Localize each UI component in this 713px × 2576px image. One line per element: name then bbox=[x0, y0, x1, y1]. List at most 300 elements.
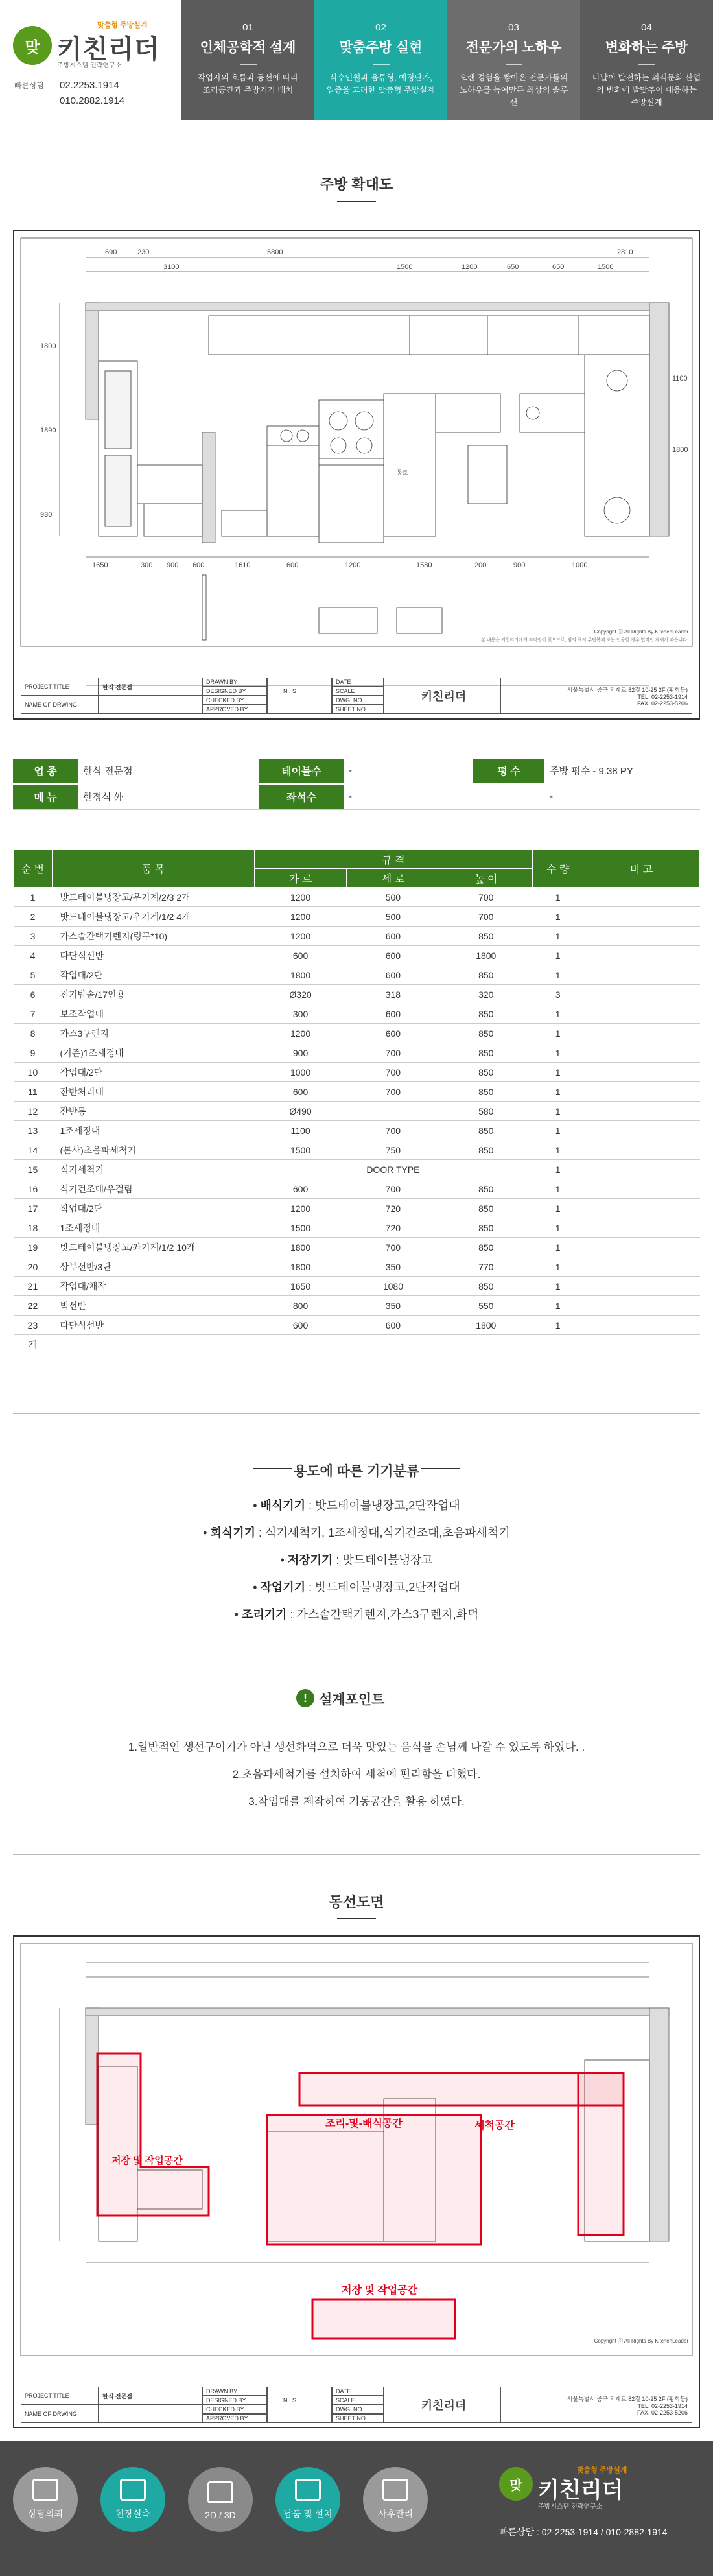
table-row bbox=[14, 1335, 700, 1354]
footer-button-3[interactable] bbox=[188, 2467, 253, 2532]
cell-note bbox=[583, 1257, 700, 1277]
dimension-bottom: 1000 bbox=[572, 561, 588, 569]
cell-no: 17 bbox=[14, 1199, 53, 1218]
feature-title: 전문가의 노하우 bbox=[465, 40, 562, 55]
footer-logo-sub: 주방시스템 전략연구소 bbox=[538, 2503, 603, 2511]
tb-dwg-no: DWG. NO bbox=[332, 2405, 384, 2414]
cell-qty: 1 bbox=[533, 1238, 583, 1257]
logo-text: 키친리더 bbox=[57, 35, 160, 64]
cell-note bbox=[583, 1140, 700, 1160]
cell-item: 잔반처리대 bbox=[52, 1082, 254, 1102]
feature-title: 인체공학적 설계 bbox=[200, 40, 296, 55]
cell-item: 다단식선반 bbox=[52, 1316, 254, 1335]
cell-h bbox=[439, 1335, 533, 1354]
dimension-top: 690 bbox=[105, 248, 117, 256]
cell-w bbox=[254, 1160, 347, 1179]
usage-label: 배식기기 bbox=[260, 1499, 306, 1512]
cell-item: (본사)초음파세척기 bbox=[52, 1140, 254, 1160]
tb-checked-by: CHECKED BY bbox=[202, 2405, 267, 2414]
info-area: 주방 평수 - 9.38 PY bbox=[550, 766, 633, 777]
tb-drawn-by: DRAWN BY bbox=[202, 678, 267, 687]
cell-no: 23 bbox=[14, 1316, 53, 1335]
table-row bbox=[14, 927, 700, 946]
cell-h: 850 bbox=[439, 927, 533, 946]
usage-items: 밧드테이블냉장고 bbox=[342, 1554, 433, 1566]
service-icon bbox=[32, 2479, 58, 2501]
footer-button-2[interactable] bbox=[100, 2467, 165, 2532]
cell-no: 20 bbox=[14, 1257, 53, 1277]
table-row bbox=[14, 1043, 700, 1063]
header-feature-3 bbox=[447, 0, 580, 120]
cell-note bbox=[583, 1179, 700, 1199]
usage-colon: : bbox=[255, 1526, 266, 1539]
info-divider-bottom bbox=[13, 809, 700, 810]
cell-d bbox=[347, 1102, 439, 1121]
cell-item: 밧드테이블냉장고/좌기계/1/2 10개 bbox=[52, 1238, 254, 1257]
cell-no: 5 bbox=[14, 965, 53, 985]
tb-checked-by: CHECKED BY bbox=[202, 696, 267, 705]
cell-h: 850 bbox=[439, 1024, 533, 1043]
cell-w: 600 bbox=[254, 946, 347, 965]
table-row bbox=[14, 946, 700, 965]
table-row bbox=[14, 907, 700, 927]
tb-designed-by: DESIGNED BY bbox=[202, 687, 267, 696]
cell-w: 1200 bbox=[254, 1199, 347, 1218]
feature-desc: 작업자의 흐름과 동선에 따라 조리공간과 주방기기 배치 bbox=[197, 73, 299, 95]
tb-blank bbox=[267, 678, 332, 714]
phone-contact bbox=[14, 78, 183, 109]
phone-number-1[interactable]: 02.2253.1914 bbox=[60, 80, 119, 91]
footer-button-5[interactable] bbox=[363, 2467, 428, 2532]
cell-d: 600 bbox=[347, 927, 439, 946]
service-icon bbox=[382, 2479, 408, 2501]
feature-desc: 나날이 발전하는 외식문화 산업의 변화에 발맞추어 대응하는 주방설계 bbox=[592, 73, 701, 107]
info-tables-label: 테이블수 bbox=[259, 759, 344, 783]
brand-logo[interactable] bbox=[13, 19, 181, 71]
cell-item: (기존)1조세정대 bbox=[52, 1043, 254, 1063]
section-divider bbox=[13, 1413, 700, 1414]
usage-title-line-right bbox=[421, 1468, 460, 1469]
tb-drawing-name-label: NAME OF DRWING bbox=[21, 2405, 99, 2423]
table-row bbox=[14, 1199, 700, 1218]
cell-item: 1조세정대 bbox=[52, 1121, 254, 1140]
header-feature-2 bbox=[314, 0, 447, 120]
feature-divider bbox=[240, 64, 257, 65]
cell-qty: 1 bbox=[533, 1160, 583, 1179]
cell-no: 21 bbox=[14, 1277, 53, 1296]
cell-w: 800 bbox=[254, 1296, 347, 1316]
cell-h: 770 bbox=[439, 1257, 533, 1277]
zone-storage-work-left: 저장 및 작업공간 bbox=[111, 2155, 183, 2166]
cell-d: 350 bbox=[347, 1296, 439, 1316]
dimension-bottom: 900 bbox=[167, 561, 179, 569]
footer-tagline: 맞춤형 주방설계 bbox=[577, 2466, 627, 2474]
tb-drawn-by: DRAWN BY bbox=[202, 2387, 267, 2396]
cell-w: 600 bbox=[254, 1179, 347, 1199]
cell-note bbox=[583, 1082, 700, 1102]
table-row bbox=[14, 1296, 700, 1316]
info-area-label: 평 수 bbox=[473, 759, 544, 783]
drawing-copyright-note: 본 내용은 키친리더에게 저작권이 있으므로, 임의 표의 무단복제 또는 인용할 경우 법적인 제재가 따릅니다. bbox=[481, 638, 688, 643]
cell-no: 3 bbox=[14, 927, 53, 946]
footer-button-label: 납품 및 설치 bbox=[283, 2509, 333, 2519]
info-empty-label bbox=[473, 785, 544, 809]
cell-item: 다단식선반 bbox=[52, 946, 254, 965]
cell-d: 500 bbox=[347, 888, 439, 907]
dimension-left: 1890 bbox=[40, 427, 56, 434]
tb-approved-by: APPROVED BY bbox=[202, 705, 267, 714]
table-row bbox=[14, 1082, 700, 1102]
phone-label: 빠른상담 bbox=[14, 81, 45, 90]
cell-h: 1800 bbox=[439, 946, 533, 965]
cell-qty: 1 bbox=[533, 1199, 583, 1218]
dimension-bottom: 1580 bbox=[416, 561, 432, 569]
dimension-bottom: 900 bbox=[513, 561, 526, 569]
cell-qty: 1 bbox=[533, 1063, 583, 1082]
dimension-top: 230 bbox=[137, 248, 150, 256]
cell-d: 700 bbox=[347, 1043, 439, 1063]
usage-items: 가스솥간택기렌지,가스3구렌지,화덕 bbox=[296, 1608, 479, 1621]
footer-logo-text: 키친리더 bbox=[538, 2478, 624, 2503]
tb-sheet-no: SHEET NO bbox=[332, 705, 384, 714]
cell-h: 850 bbox=[439, 1218, 533, 1238]
cell-d: 600 bbox=[347, 965, 439, 985]
cell-note bbox=[583, 907, 700, 927]
flow-floor-plan bbox=[14, 1937, 699, 2427]
logo-mark-icon: 맞 bbox=[13, 26, 52, 65]
feature-desc: 식수인원과 음류형, 예정단가, 업종을 고려한 맞춤형 주방설계 bbox=[326, 73, 436, 95]
cell-no: 2 bbox=[14, 907, 53, 927]
cell-note bbox=[583, 1335, 700, 1354]
info-tables: - bbox=[349, 765, 352, 776]
tb-address: 서울특별시 중구 퇴계로 82길 10-25 2F (황학동) TEL. 02-2253-1914 FAX. 02-2253-5206 bbox=[500, 2387, 692, 2423]
cell-qty: 1 bbox=[533, 1121, 583, 1140]
cell-no: 19 bbox=[14, 1238, 53, 1257]
info-biz-type-label: 업 종 bbox=[13, 759, 78, 783]
service-icon bbox=[120, 2479, 146, 2501]
info-seats-label: 좌석수 bbox=[259, 785, 344, 809]
cell-h: 580 bbox=[439, 1102, 533, 1121]
feature-title: 변화하는 주방 bbox=[605, 40, 688, 55]
cell-note bbox=[583, 927, 700, 946]
info-table bbox=[13, 759, 700, 810]
cell-note bbox=[583, 1238, 700, 1257]
footer-button-1[interactable] bbox=[13, 2467, 78, 2532]
cell-item: 1조세정대 bbox=[52, 1218, 254, 1238]
kitchen-drawing-frame bbox=[13, 230, 700, 720]
bullet-icon: • bbox=[253, 1499, 261, 1512]
cell-item: 작업대/2단 bbox=[52, 1199, 254, 1218]
cell-no: 11 bbox=[14, 1082, 53, 1102]
cell-note bbox=[583, 1316, 700, 1335]
header-feature-4 bbox=[580, 0, 713, 120]
table-row bbox=[14, 1277, 700, 1296]
cell-w: Ø320 bbox=[254, 985, 347, 1004]
cell-qty: 1 bbox=[533, 1140, 583, 1160]
col-no: 순 번 bbox=[14, 850, 53, 888]
cell-note bbox=[583, 1121, 700, 1140]
tb-drawing-name-label: NAME OF DRWING bbox=[21, 696, 99, 714]
cell-no: 1 bbox=[14, 888, 53, 907]
cell-d: 700 bbox=[347, 1179, 439, 1199]
usage-colon: : bbox=[305, 1581, 316, 1594]
cell-qty: 1 bbox=[533, 1277, 583, 1296]
cell-no: 15 bbox=[14, 1160, 53, 1179]
tb-date: DATE bbox=[332, 2387, 384, 2396]
usage-item bbox=[0, 1496, 713, 1513]
usage-label: 회식기기 bbox=[210, 1526, 256, 1539]
tb-address: 서울특별시 중구 퇴계로 82길 10-25 2F (황학동) TEL. 02-2253-1914 FAX. 02-2253-5206 bbox=[500, 678, 692, 714]
dimension-right: 1100 bbox=[672, 375, 688, 383]
cell-note bbox=[583, 1063, 700, 1082]
table-row bbox=[14, 888, 700, 907]
cell-h: 850 bbox=[439, 1277, 533, 1296]
dimension-top: 650 bbox=[552, 263, 565, 271]
cell-d: 500 bbox=[347, 907, 439, 927]
col-depth: 세 로 bbox=[347, 869, 439, 888]
tb-drawing-name bbox=[99, 696, 202, 714]
feature-divider bbox=[373, 64, 390, 65]
bullet-icon: • bbox=[234, 1608, 242, 1621]
cell-w: 1650 bbox=[254, 1277, 347, 1296]
cell-qty: 1 bbox=[533, 888, 583, 907]
cell-h: 850 bbox=[439, 1140, 533, 1160]
cell-no: 계 bbox=[14, 1335, 53, 1354]
table-row bbox=[14, 1004, 700, 1024]
info-menu: 한정식 外 bbox=[83, 792, 124, 803]
cell-item: 작업대/2단 bbox=[52, 1063, 254, 1082]
dimension-top: 1200 bbox=[462, 263, 478, 271]
dimension-bottom: 600 bbox=[286, 561, 299, 569]
zone-wash: 세척공간 bbox=[474, 2120, 515, 2131]
bullet-icon: • bbox=[280, 1554, 288, 1566]
feature-divider bbox=[638, 64, 655, 65]
table-row bbox=[14, 1160, 700, 1179]
cell-d: 720 bbox=[347, 1218, 439, 1238]
cell-w: 600 bbox=[254, 1082, 347, 1102]
cell-qty: 3 bbox=[533, 985, 583, 1004]
cell-note bbox=[583, 1160, 700, 1179]
cell-h: 850 bbox=[439, 1082, 533, 1102]
cell-d: 720 bbox=[347, 1199, 439, 1218]
feature-title: 맞춤주방 실현 bbox=[339, 40, 423, 55]
cell-w: 1800 bbox=[254, 1257, 347, 1277]
cell-d: 318 bbox=[347, 985, 439, 1004]
usage-colon: : bbox=[286, 1608, 297, 1621]
info-biz-type: 한식 전문점 bbox=[83, 766, 133, 777]
cell-note bbox=[583, 1024, 700, 1043]
dimension-top: 1500 bbox=[397, 263, 413, 271]
cell-d bbox=[347, 1335, 439, 1354]
footer-phone[interactable]: 빠른상담 : 02-2253-1914 / 010-2882-1914 bbox=[499, 2527, 668, 2537]
cell-d: 600 bbox=[347, 1024, 439, 1043]
cell-qty: 1 bbox=[533, 927, 583, 946]
cell-note bbox=[583, 985, 700, 1004]
tb-scale: SCALE bbox=[332, 687, 384, 696]
usage-label: 저장기기 bbox=[287, 1554, 333, 1566]
cell-h: 850 bbox=[439, 965, 533, 985]
cell-qty: 1 bbox=[533, 1024, 583, 1043]
dimension-top: 2810 bbox=[617, 248, 633, 256]
title-underline bbox=[337, 201, 376, 202]
equipment-spec-table bbox=[13, 849, 700, 1354]
cell-h: 850 bbox=[439, 1238, 533, 1257]
cell-w: 1500 bbox=[254, 1218, 347, 1238]
usage-label: 작업기기 bbox=[260, 1581, 306, 1594]
col-item: 품 목 bbox=[52, 850, 254, 888]
info-seats: - bbox=[349, 791, 352, 802]
cell-h bbox=[439, 1160, 533, 1179]
service-icon bbox=[295, 2479, 321, 2501]
flow-title-block bbox=[21, 2387, 692, 2423]
footer bbox=[0, 2441, 713, 2576]
cell-note bbox=[583, 1102, 700, 1121]
cell-no: 22 bbox=[14, 1296, 53, 1316]
table-row bbox=[14, 1063, 700, 1082]
zone-cook-serve: 조리-및-배식공간 bbox=[325, 2118, 403, 2129]
table-row bbox=[14, 1140, 700, 1160]
cell-item: 가스3구렌지 bbox=[52, 1024, 254, 1043]
cell-no: 7 bbox=[14, 1004, 53, 1024]
cell-qty: 1 bbox=[533, 1043, 583, 1063]
flow-copyright: Copyright ⓒ All Rights By KitchenLeader bbox=[594, 2338, 688, 2344]
footer-button-label: 현장실측 bbox=[115, 2509, 151, 2519]
cell-no: 18 bbox=[14, 1218, 53, 1238]
cell-w: Ø490 bbox=[254, 1102, 347, 1121]
dimension-bottom: 1650 bbox=[92, 561, 108, 569]
cell-h: 700 bbox=[439, 907, 533, 927]
table-row bbox=[14, 1102, 700, 1121]
cell-item bbox=[52, 1335, 254, 1354]
feature-number: 01 bbox=[242, 22, 253, 33]
dimension-top: 650 bbox=[507, 263, 519, 271]
cell-h: 850 bbox=[439, 1004, 533, 1024]
cell-w: 1100 bbox=[254, 1121, 347, 1140]
footer-button-4[interactable] bbox=[275, 2467, 340, 2532]
cell-note bbox=[583, 946, 700, 965]
cell-w: 1800 bbox=[254, 1238, 347, 1257]
cell-d: 1080 bbox=[347, 1277, 439, 1296]
dimension-left: 930 bbox=[40, 511, 53, 519]
logo-tagline: 맞춤형 주방설계 bbox=[97, 21, 148, 29]
cell-note bbox=[583, 888, 700, 907]
cell-no: 12 bbox=[14, 1102, 53, 1121]
design-point: 2.초음파세척기를 설치하여 세척에 편리함을 더했다. bbox=[232, 1768, 481, 1780]
tb-logo: 키친리더 bbox=[384, 2387, 500, 2423]
cell-h: 320 bbox=[439, 985, 533, 1004]
logo-subtitle: 주방시스템 전략연구소 bbox=[57, 62, 122, 69]
cell-w: 1200 bbox=[254, 927, 347, 946]
info-menu-label: 메 뉴 bbox=[13, 785, 78, 809]
table-row bbox=[14, 965, 700, 985]
cell-w bbox=[254, 1335, 347, 1354]
cell-d: 700 bbox=[347, 1238, 439, 1257]
title-block bbox=[21, 678, 692, 714]
cell-qty: 1 bbox=[533, 1102, 583, 1121]
cell-w: 600 bbox=[254, 1316, 347, 1335]
cell-no: 8 bbox=[14, 1024, 53, 1043]
tb-approved-by: APPROVED BY bbox=[202, 2414, 267, 2423]
cell-h: 700 bbox=[439, 888, 533, 907]
tb-blank bbox=[267, 2387, 332, 2423]
usage-title: 용도에 따른 기기분류 bbox=[293, 1464, 420, 1479]
tb-scale-value: N . S bbox=[283, 688, 297, 694]
cell-qty: 1 bbox=[533, 965, 583, 985]
cell-item: 가스솥간택기렌지(링구*10) bbox=[52, 927, 254, 946]
cell-qty: 1 bbox=[533, 1257, 583, 1277]
usage-label: 조리기기 bbox=[241, 1608, 287, 1621]
table-row bbox=[14, 1316, 700, 1335]
cell-w: 1200 bbox=[254, 888, 347, 907]
cell-qty: 1 bbox=[533, 1179, 583, 1199]
cell-h: 850 bbox=[439, 1179, 533, 1199]
footer-button-label: 사후관리 bbox=[377, 2509, 414, 2519]
dimension-bottom: 1610 bbox=[235, 561, 251, 569]
cell-qty: 1 bbox=[533, 1082, 583, 1102]
table-row bbox=[14, 1218, 700, 1238]
cell-no: 16 bbox=[14, 1179, 53, 1199]
cell-note bbox=[583, 965, 700, 985]
cell-no: 9 bbox=[14, 1043, 53, 1063]
cell-d: 600 bbox=[347, 1004, 439, 1024]
feature-desc: 오랜 경험을 쌓아온 전문가들의 노하우를 녹여만든 최상의 솔루션 bbox=[459, 73, 568, 107]
alert-icon: ! bbox=[296, 1689, 314, 1707]
table-row bbox=[14, 985, 700, 1004]
cell-note bbox=[583, 1043, 700, 1063]
tb-dwg-no: DWG. NO bbox=[332, 696, 384, 705]
cell-item: 잔반통 bbox=[52, 1102, 254, 1121]
cell-item: 작업대/2단 bbox=[52, 965, 254, 985]
col-qty: 수 량 bbox=[533, 850, 583, 888]
cell-note bbox=[583, 1199, 700, 1218]
cell-item: 식기세척기 bbox=[52, 1160, 254, 1179]
cell-item: 보조작업대 bbox=[52, 1004, 254, 1024]
dimension-bottom: 1200 bbox=[345, 561, 361, 569]
feature-number: 04 bbox=[641, 22, 652, 33]
cell-note bbox=[583, 1296, 700, 1316]
cell-w: 1800 bbox=[254, 965, 347, 985]
room-label: 통로 bbox=[397, 469, 408, 476]
drawing-copyright: Copyright ⓒ All Rights By KitchenLeader bbox=[594, 629, 688, 635]
usage-items: 밧드테이블냉장고,2단작업대 bbox=[315, 1581, 460, 1594]
cell-item: 밧드테이블냉장고/우기계/1/2 4개 bbox=[52, 907, 254, 927]
cell-w: 1200 bbox=[254, 1024, 347, 1043]
usage-items: 밧드테이블냉장고,2단작업대 bbox=[315, 1499, 460, 1512]
footer-logo[interactable] bbox=[499, 2467, 700, 2558]
dimension-bottom: 600 bbox=[193, 561, 205, 569]
tb-designed-by: DESIGNED BY bbox=[202, 2396, 267, 2405]
cell-w: 1000 bbox=[254, 1063, 347, 1082]
cell-h: 1800 bbox=[439, 1316, 533, 1335]
tb-project-title-label: PROJECT TITLE bbox=[21, 2387, 99, 2405]
cell-d: 700 bbox=[347, 1063, 439, 1082]
cell-h: 850 bbox=[439, 1063, 533, 1082]
cell-qty: 1 bbox=[533, 1316, 583, 1335]
cell-item: 벽선반 bbox=[52, 1296, 254, 1316]
cell-h: 550 bbox=[439, 1296, 533, 1316]
header-feature-1 bbox=[181, 0, 314, 120]
bullet-icon: • bbox=[203, 1526, 211, 1539]
table-row bbox=[14, 1121, 700, 1140]
phone-number-2[interactable]: 010.2882.1914 bbox=[60, 95, 125, 106]
zone-storage-work-bottom: 저장 및 작업공간 bbox=[342, 2285, 418, 2296]
info-extra: - bbox=[550, 791, 553, 802]
cell-d: 700 bbox=[347, 1121, 439, 1140]
cell-d: 600 bbox=[347, 946, 439, 965]
cell-item: 식기건조대/우걸림 bbox=[52, 1179, 254, 1199]
feature-divider bbox=[506, 64, 522, 65]
usage-item bbox=[0, 1578, 713, 1595]
